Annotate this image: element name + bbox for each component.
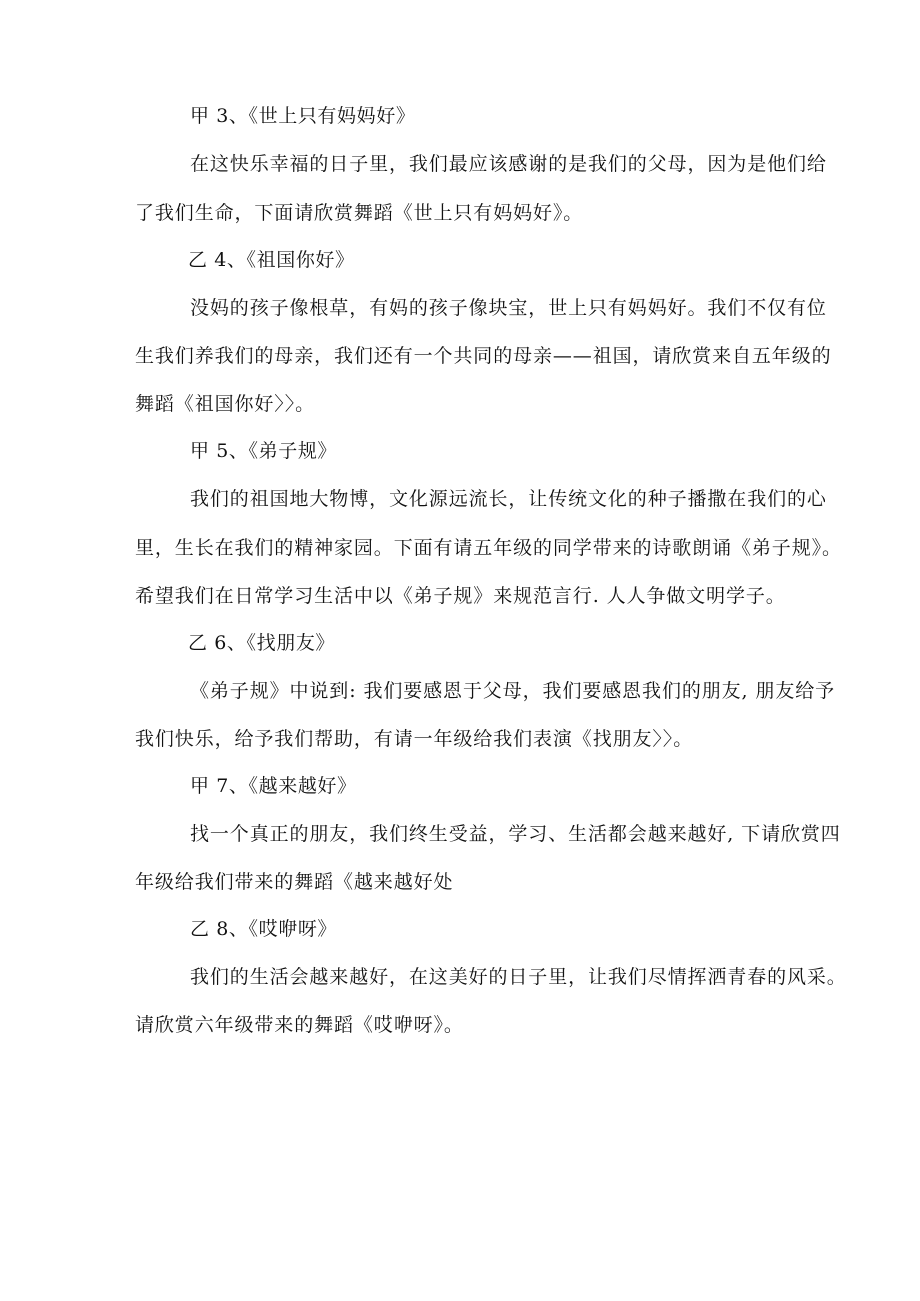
- paragraph-line: 了我们生命，下面请欣赏舞蹈《世上只有妈妈好》。: [135, 202, 584, 224]
- paragraph-line: 我们的祖国地大物博，文化源远流长，让传统文化的种子播撒在我们的心: [190, 488, 827, 510]
- section-heading: 乙 8、《哎咿呀》: [190, 918, 338, 940]
- section-heading: 甲 7、《越来越好》: [190, 775, 357, 797]
- paragraph-line: 我们的生活会越来越好，在这美好的日子里，让我们尽情挥洒青春的风采。: [190, 966, 847, 988]
- section-heading: 乙 4、《祖国你好》: [188, 249, 355, 271]
- paragraph-line: 年级给我们带来的舞蹈《越来越好处: [135, 871, 454, 893]
- paragraph-line: 找一个真正的朋友，我们终生受益，学习、生活都会越来越好, 下请欣赏四: [190, 823, 841, 845]
- paragraph-line: 《弟子规》中说到: 我们要感恩于父母，我们要感恩我们的朋友, 朋友给予: [190, 680, 836, 702]
- paragraph-line: 没妈的孩子像根草，有妈的孩子像块宝，世上只有妈妈好。我们不仅有位: [190, 297, 827, 319]
- paragraph-line: 在这快乐幸福的日子里，我们最应该感谢的是我们的父母，因为是他们给: [190, 153, 827, 175]
- paragraph-line: 舞蹈《祖国你好〉〉。: [135, 393, 316, 415]
- section-heading: 甲 5、《弟子规》: [190, 440, 338, 462]
- paragraph-line: 请欣赏六年级带来的舞蹈《哎咿呀》。: [135, 1014, 464, 1036]
- section-heading: 乙 6、《找朋友》: [188, 632, 336, 654]
- paragraph-line: 我们快乐，给予我们帮助，有请一年级给我们表演《找朋友〉〉。: [135, 728, 694, 750]
- paragraph-line: 生我们养我们的母亲，我们还有一个共同的母亲——祖国，请欣赏来自五年级的: [135, 345, 832, 367]
- section-heading: 甲 3、《世上只有妈妈好》: [190, 105, 416, 127]
- paragraph-line: 里，生长在我们的精神家园。下面有请五年级的同学带来的诗歌朗诵《弟子规》。: [135, 537, 842, 559]
- paragraph-line: 希望我们在日常学习生活中以《弟子规》来规范言行. 人人争做文明学子。: [135, 585, 786, 607]
